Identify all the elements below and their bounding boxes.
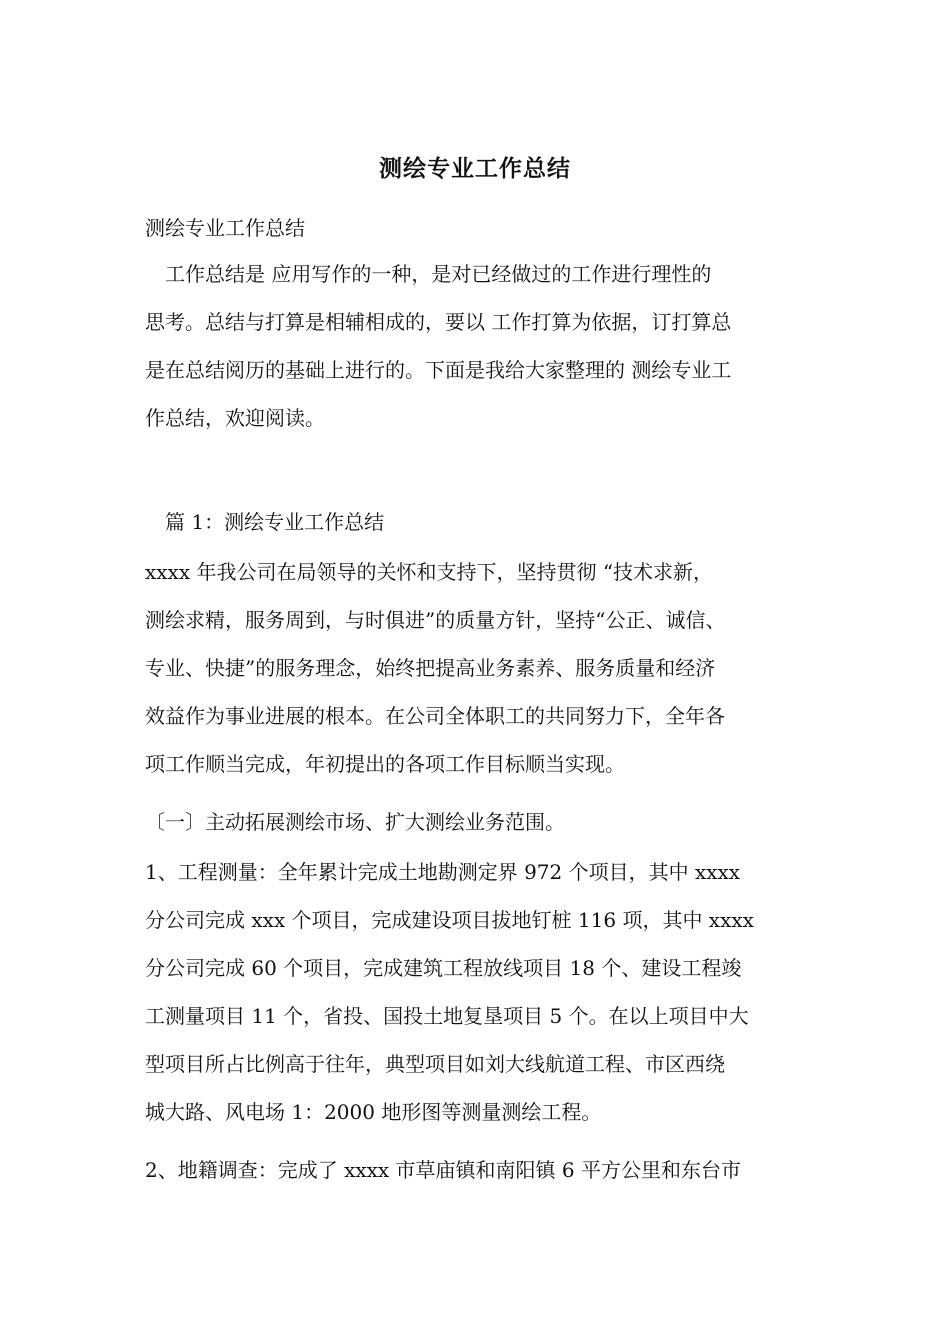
intro-line: 是在总结阅历的基础上进行的。下面是我给大家整理的 测绘专业工 bbox=[145, 358, 732, 382]
subtitle-line: 测绘专业工作总结 bbox=[145, 216, 305, 240]
paragraph-line: 专业、快捷”的服务理念，始终把提高业务素养、服务质量和经济 bbox=[145, 656, 716, 680]
paragraph-line: 效益作为事业进展的根本。在公司全体职工的共同努力下，全年各 bbox=[145, 704, 725, 728]
paragraph-line: 测绘求精，服务周到，与时俱进”的质量方针，坚持“公正、诚信、 bbox=[145, 608, 726, 632]
paragraph-line: xxxx 年我公司在局领导的关怀和支持下，坚持贯彻 “技术求新， bbox=[145, 560, 714, 584]
document-title: 测绘专业工作总结 bbox=[379, 155, 571, 182]
intro-paragraph bbox=[145, 250, 810, 442]
intro-line: 思考。总结与打算是相辅相成的，要以 工作打算为依据，订打算总 bbox=[145, 310, 732, 334]
list-line: 城大路、风电场 1：2000 地形图等测量测绘工程。 bbox=[145, 1100, 602, 1124]
paragraph-1 bbox=[145, 548, 810, 788]
item-1-heading bbox=[145, 798, 810, 846]
list-item-2 bbox=[145, 1146, 810, 1194]
intro-line: 工作总结是 应用写作的一种，是对已经做过的工作进行理性的 bbox=[145, 262, 712, 286]
item-heading-line: 〔一〕主动拓展测绘市场、扩大测绘业务范围。 bbox=[145, 810, 565, 834]
intro-line: 作总结，欢迎阅读。 bbox=[145, 406, 325, 430]
section-heading-line: 篇 1：测绘专业工作总结 bbox=[145, 510, 385, 534]
document-subtitle bbox=[145, 204, 810, 252]
list-item-1 bbox=[145, 848, 810, 1136]
list-line: 1、工程测量：全年累计完成土地勘测定界 972 个项目，其中 xxxx bbox=[145, 860, 741, 884]
list-line: 型项目所占比例高于往年，典型项目如刘大线航道工程、市区西绕 bbox=[145, 1052, 725, 1076]
list-line: 2、地籍调查：完成了 xxxx 市草庙镇和南阳镇 6 平方公里和东台市 bbox=[145, 1158, 741, 1182]
section-heading bbox=[145, 498, 810, 546]
list-line: 工测量项目 11 个，省投、国投土地复垦项目 5 个。在以上项目中大 bbox=[145, 1004, 749, 1028]
list-line: 分公司完成 60 个项目，完成建筑工程放线项目 18 个、建设工程竣 bbox=[145, 956, 742, 980]
paragraph-line: 项工作顺当完成，年初提出的各项工作目标顺当实现。 bbox=[145, 752, 625, 776]
list-line: 分公司完成 xxx 个项目，完成建设项目拔地钉桩 116 项，其中 xxxx bbox=[145, 908, 754, 932]
